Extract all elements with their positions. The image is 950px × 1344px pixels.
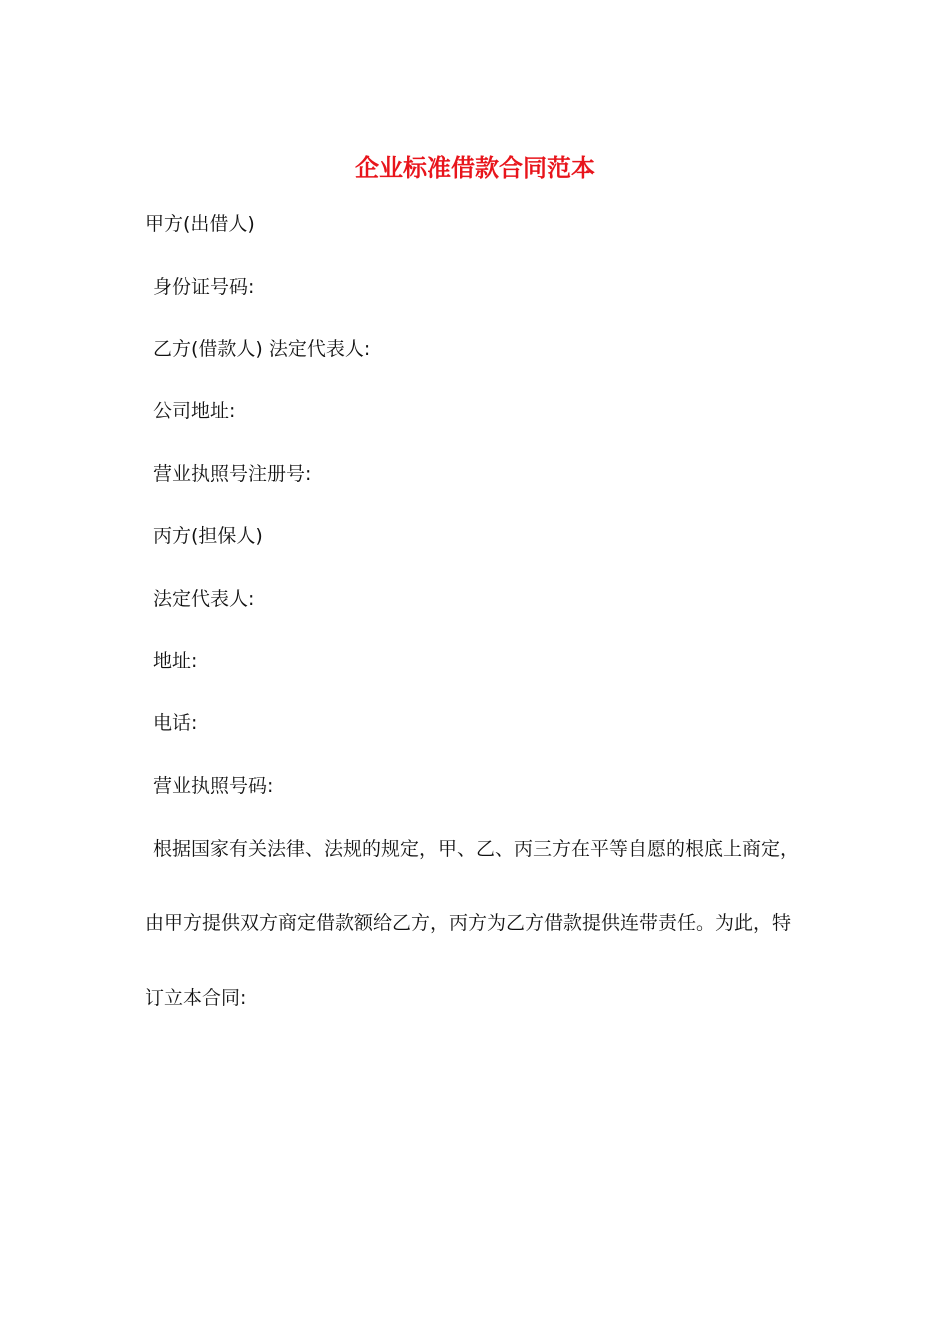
document-title: 企业标准借款合同范本 xyxy=(355,153,595,182)
preamble-line-1: 根据国家有关法律、法规的规定，甲、乙、丙三方在平等自愿的根底上商定， xyxy=(153,838,800,860)
business-license-number-field: 营业执照号码: xyxy=(153,775,274,797)
preamble-line-3: 订立本合同: xyxy=(145,987,247,1009)
company-address-field: 公司地址: xyxy=(153,400,236,422)
address-field: 地址: xyxy=(153,650,198,672)
legal-representative-field: 法定代表人: xyxy=(153,588,255,610)
party-c-label: 丙方(担保人) xyxy=(153,525,263,547)
phone-field: 电话: xyxy=(153,712,198,734)
party-a-label: 甲方(出借人) xyxy=(145,213,255,235)
business-license-registration-field: 营业执照号注册号: xyxy=(153,463,312,485)
id-number-field: 身份证号码: xyxy=(153,276,255,298)
party-b-representative-field: 乙方(借款人) 法定代表人: xyxy=(153,338,371,360)
preamble-line-2: 由甲方提供双方商定借款额给乙方，丙方为乙方借款提供连带责任。为此，特 xyxy=(145,912,792,934)
